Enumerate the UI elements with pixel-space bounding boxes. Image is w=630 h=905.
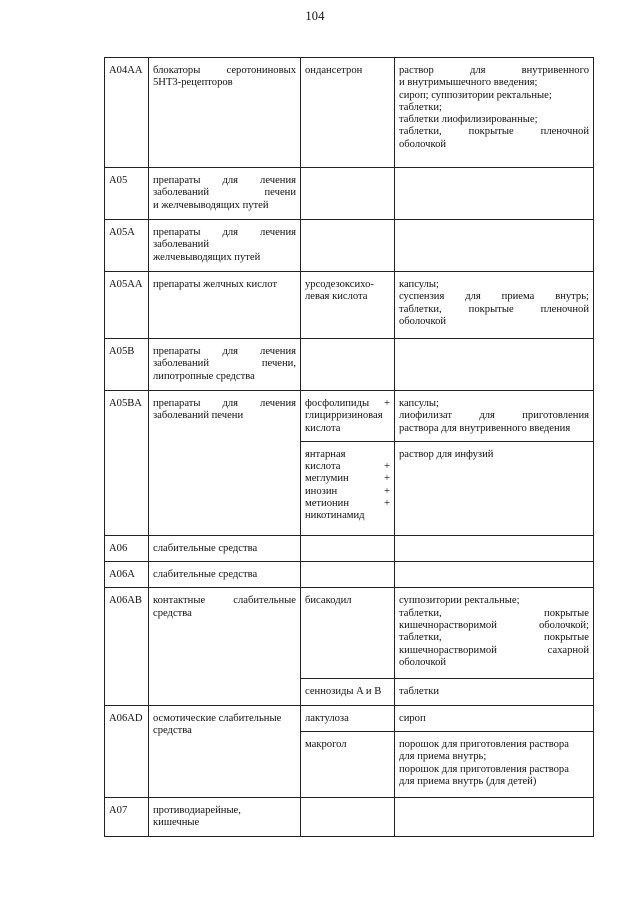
- atc-code: A05AA: [105, 272, 149, 339]
- dosage-forms: суппозитории ректальные; таблетки, покрытые кишечнорастворимой оболочкой; таблетки, покрытые кишечнорастворимой сахарной оболочкой: [395, 588, 594, 679]
- drug-name: [301, 798, 395, 837]
- drug-name: [301, 220, 395, 272]
- table-row: [105, 220, 594, 272]
- table-row: [105, 391, 594, 442]
- drug-name: янтарная кислота + меглумин + инозин + метионин + никотинамид: [301, 441, 395, 535]
- pharmacological-group: препараты для лечения заболеваний печени: [149, 391, 301, 536]
- pharmacological-group: противодиарейные, кишечные: [149, 798, 301, 837]
- pharmacological-group: препараты для лечения заболеваний печени, липотропные средства: [149, 339, 301, 391]
- table-row: [105, 272, 594, 339]
- pharmacological-group: слабительные средства: [149, 535, 301, 561]
- drug-name: ондансетрон: [301, 58, 395, 168]
- drug-name: [301, 562, 395, 588]
- drug-name: [301, 535, 395, 561]
- dosage-forms: [395, 168, 594, 220]
- atc-code: A06A: [105, 562, 149, 588]
- dosage-forms: [395, 798, 594, 837]
- pharmacological-group: блокаторы серотониновых 5HT3-рецепторов: [149, 58, 301, 168]
- atc-code: A05B: [105, 339, 149, 391]
- page-number: 104: [305, 9, 325, 23]
- atc-code: A06AB: [105, 588, 149, 705]
- table-row: [105, 705, 594, 731]
- dosage-forms: [395, 562, 594, 588]
- pharmacological-group: контактные слабительные средства: [149, 588, 301, 705]
- dosage-forms: раствор для инфузий: [395, 441, 594, 535]
- atc-code: A06: [105, 535, 149, 561]
- atc-code: A06AD: [105, 705, 149, 797]
- pharmacological-group: слабительные средства: [149, 562, 301, 588]
- dosage-forms: сироп: [395, 705, 594, 731]
- table-row: [105, 58, 594, 168]
- drug-name: [301, 339, 395, 391]
- table-row: [105, 588, 594, 679]
- table-row: [105, 535, 594, 561]
- pharmacological-group: препараты для лечения заболеваний печени и желчевыводящих путей: [149, 168, 301, 220]
- pharmacological-group: препараты желчных кислот: [149, 272, 301, 339]
- dosage-forms: капсулы; лиофилизат для приготовления раствора для внутривенного введения: [395, 391, 594, 442]
- table-row: [105, 339, 594, 391]
- drug-name: фосфолипиды + глицирризиновая кислота: [301, 391, 395, 442]
- atc-code: A04AA: [105, 58, 149, 168]
- pharmacological-group: препараты для лечения заболеваний желчевыводящих путей: [149, 220, 301, 272]
- dosage-forms: раствор для внутривенного и внутримышечного введения; сироп; суппозитории ректальные; таблетки; таблетки лиофилизированные; таблетки, покрытые пленочной оболочкой: [395, 58, 594, 168]
- dosage-forms: [395, 220, 594, 272]
- drug-name: сеннозиды A и B: [301, 679, 395, 705]
- drug-name: бисакодил: [301, 588, 395, 679]
- table-row: [105, 798, 594, 837]
- dosage-forms: таблетки: [395, 679, 594, 705]
- table-row: [105, 562, 594, 588]
- drug-classification-table: [104, 57, 594, 837]
- drug-name: лактулоза: [301, 705, 395, 731]
- drug-name: урсодезоксихо- левая кислота: [301, 272, 395, 339]
- table-row: [105, 168, 594, 220]
- dosage-forms: капсулы; суспензия для приема внутрь; таблетки, покрытые пленочной оболочкой: [395, 272, 594, 339]
- dosage-forms: [395, 339, 594, 391]
- drug-name: макрогол: [301, 732, 395, 798]
- drug-name: [301, 168, 395, 220]
- pharmacological-group: осмотические слабительные средства: [149, 705, 301, 797]
- atc-code: A07: [105, 798, 149, 837]
- atc-code: A05BA: [105, 391, 149, 536]
- dosage-forms: [395, 535, 594, 561]
- atc-code: A05: [105, 168, 149, 220]
- atc-code: A05A: [105, 220, 149, 272]
- dosage-forms: порошок для приготовления раствора для приема внутрь; порошок для приготовления раствора для приема внутрь (для детей): [395, 732, 594, 798]
